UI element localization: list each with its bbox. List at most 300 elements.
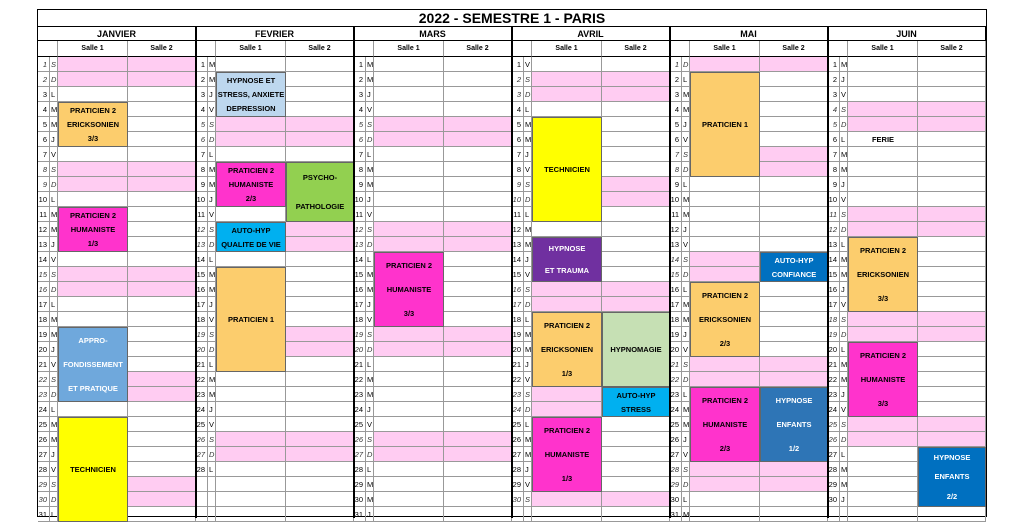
- room-2-slot[interactable]: [128, 102, 196, 117]
- room-2-slot[interactable]: [444, 282, 512, 297]
- room-1-slot[interactable]: [374, 372, 444, 387]
- room-2-slot[interactable]: [918, 72, 986, 87]
- room-2-slot[interactable]: [918, 357, 986, 372]
- room-1-slot[interactable]: [690, 477, 760, 492]
- room-2-slot[interactable]: [444, 462, 512, 477]
- room-2-slot[interactable]: [602, 252, 670, 267]
- room-2-slot[interactable]: [286, 102, 354, 117]
- room-1-slot[interactable]: [58, 162, 128, 177]
- session-block[interactable]: [760, 252, 828, 282]
- session-block[interactable]: [602, 387, 670, 417]
- room-1-slot[interactable]: [848, 102, 918, 117]
- room-2-slot[interactable]: [444, 132, 512, 147]
- room-1-slot[interactable]: [690, 252, 760, 267]
- room-1-slot[interactable]: [532, 402, 602, 417]
- room-2-slot[interactable]: [602, 57, 670, 72]
- room-2-slot[interactable]: [602, 492, 670, 507]
- room-2-slot[interactable]: [286, 252, 354, 267]
- room-2-slot[interactable]: [286, 507, 354, 522]
- room-1-slot[interactable]: [848, 72, 918, 87]
- session-block[interactable]: [58, 207, 128, 252]
- room-1-slot[interactable]: [374, 477, 444, 492]
- room-2-slot[interactable]: [286, 492, 354, 507]
- room-2-slot[interactable]: [128, 417, 196, 432]
- room-1-slot[interactable]: [848, 147, 918, 162]
- room-1-slot[interactable]: [216, 387, 286, 402]
- room-2-slot[interactable]: [602, 447, 670, 462]
- room-1-slot[interactable]: [58, 402, 128, 417]
- room-2-slot[interactable]: [444, 222, 512, 237]
- room-2-slot[interactable]: [760, 492, 828, 507]
- room-2-slot[interactable]: [918, 282, 986, 297]
- room-2-slot[interactable]: [286, 477, 354, 492]
- room-2-slot[interactable]: [286, 402, 354, 417]
- room-2-slot[interactable]: [444, 207, 512, 222]
- room-2-slot[interactable]: [444, 297, 512, 312]
- room-2-slot[interactable]: [760, 372, 828, 387]
- room-1-slot[interactable]: [374, 147, 444, 162]
- room-1-slot[interactable]: [848, 492, 918, 507]
- room-2-slot[interactable]: [128, 507, 196, 522]
- room-2-slot[interactable]: [128, 402, 196, 417]
- room-1-slot[interactable]: [374, 462, 444, 477]
- room-1-slot[interactable]: [848, 87, 918, 102]
- room-2-slot[interactable]: [918, 132, 986, 147]
- room-2-slot[interactable]: [918, 342, 986, 357]
- session-block[interactable]: [374, 252, 444, 327]
- room-2-slot[interactable]: [760, 117, 828, 132]
- room-1-slot[interactable]: [58, 282, 128, 297]
- day-number: 14: [354, 252, 366, 267]
- room-2-slot[interactable]: [760, 162, 828, 177]
- day-of-week: M: [366, 372, 374, 387]
- room-1-slot[interactable]: [848, 177, 918, 192]
- session-block[interactable]: [532, 312, 602, 387]
- room-2-slot[interactable]: [444, 177, 512, 192]
- room-2-slot[interactable]: [444, 417, 512, 432]
- room-2-slot[interactable]: [602, 132, 670, 147]
- room-2-slot[interactable]: [602, 507, 670, 522]
- room-2-slot[interactable]: [760, 102, 828, 117]
- room-2-slot[interactable]: [286, 57, 354, 72]
- room-2-slot[interactable]: [128, 387, 196, 402]
- session-block[interactable]: [532, 417, 602, 492]
- session-block[interactable]: [58, 327, 128, 402]
- room-2-slot[interactable]: [760, 192, 828, 207]
- room-1-slot[interactable]: [374, 177, 444, 192]
- room-1-slot[interactable]: [374, 327, 444, 342]
- room-2-slot[interactable]: [602, 192, 670, 207]
- room-1-slot[interactable]: [374, 132, 444, 147]
- room-2-slot[interactable]: [918, 417, 986, 432]
- room-1-slot[interactable]: [690, 207, 760, 222]
- room-2-slot[interactable]: [918, 267, 986, 282]
- room-2-slot[interactable]: [286, 282, 354, 297]
- room-2-slot[interactable]: [918, 162, 986, 177]
- room-2-slot[interactable]: [444, 432, 512, 447]
- room-2-slot[interactable]: [602, 462, 670, 477]
- room-1-slot[interactable]: [532, 72, 602, 87]
- room-2-slot[interactable]: [760, 222, 828, 237]
- room-1-slot[interactable]: [848, 327, 918, 342]
- room-1-slot[interactable]: [216, 207, 286, 222]
- room-1-slot[interactable]: [216, 432, 286, 447]
- room-1-slot[interactable]: [690, 507, 760, 522]
- session-block[interactable]: [216, 267, 286, 372]
- room-1-slot[interactable]: [848, 162, 918, 177]
- room-2-slot[interactable]: [444, 372, 512, 387]
- room-2-slot[interactable]: [760, 297, 828, 312]
- room-2-slot[interactable]: [760, 147, 828, 162]
- room-2-slot[interactable]: [286, 357, 354, 372]
- room-2-slot[interactable]: [444, 387, 512, 402]
- room-1-slot[interactable]: [848, 117, 918, 132]
- day-of-week: L: [682, 387, 690, 402]
- room-2-slot[interactable]: [444, 477, 512, 492]
- room-1-slot[interactable]: [532, 297, 602, 312]
- room-1-slot[interactable]: [58, 297, 128, 312]
- session-block[interactable]: [690, 282, 760, 357]
- room-2-slot[interactable]: [444, 72, 512, 87]
- room-2-slot[interactable]: [760, 237, 828, 252]
- room-2-slot[interactable]: [128, 192, 196, 207]
- room-2-slot[interactable]: [602, 297, 670, 312]
- room-1-slot[interactable]: [58, 177, 128, 192]
- room-1-slot[interactable]: [848, 312, 918, 327]
- room-2-slot[interactable]: [760, 282, 828, 297]
- room-2-slot[interactable]: [760, 462, 828, 477]
- room-2-slot[interactable]: [918, 102, 986, 117]
- room-1-slot[interactable]: [848, 432, 918, 447]
- room-2-slot[interactable]: [602, 282, 670, 297]
- room-2-slot[interactable]: [286, 417, 354, 432]
- room-2-slot[interactable]: [602, 72, 670, 87]
- room-2-slot[interactable]: [286, 132, 354, 147]
- month-column-4: [512, 27, 670, 518]
- room-1-slot[interactable]: [690, 177, 760, 192]
- room-1-slot[interactable]: [374, 357, 444, 372]
- room-2-slot[interactable]: [602, 162, 670, 177]
- room-1-slot[interactable]: [216, 477, 286, 492]
- room-2-slot[interactable]: [918, 117, 986, 132]
- session-block[interactable]: [848, 237, 918, 312]
- room-2-slot[interactable]: [128, 177, 196, 192]
- room-1-slot[interactable]: [216, 462, 286, 477]
- room-2-slot[interactable]: [918, 312, 986, 327]
- room-2-slot[interactable]: [602, 432, 670, 447]
- room-1-slot[interactable]: [374, 447, 444, 462]
- room-1-slot[interactable]: [216, 147, 286, 162]
- day-number: 25: [196, 417, 208, 432]
- room-1-slot[interactable]: [374, 192, 444, 207]
- room-1-slot[interactable]: [532, 282, 602, 297]
- room-1-slot[interactable]: [374, 237, 444, 252]
- room-2-slot[interactable]: [286, 447, 354, 462]
- room-1-slot[interactable]: [58, 312, 128, 327]
- room-1-slot[interactable]: [532, 507, 602, 522]
- room-2-slot[interactable]: [128, 477, 196, 492]
- room-1-slot[interactable]: [58, 72, 128, 87]
- room-2-slot[interactable]: [918, 147, 986, 162]
- room-1-slot[interactable]: [216, 447, 286, 462]
- session-block[interactable]: [216, 222, 286, 252]
- room-2-slot[interactable]: [444, 342, 512, 357]
- room-1-slot[interactable]: [216, 132, 286, 147]
- session-block[interactable]: [918, 447, 986, 507]
- session-block[interactable]: [216, 72, 286, 117]
- room-2-slot[interactable]: [128, 207, 196, 222]
- room-1-slot[interactable]: [690, 237, 760, 252]
- room-1-slot[interactable]: [690, 267, 760, 282]
- room-1-slot[interactable]: [216, 492, 286, 507]
- room-2-slot[interactable]: [602, 117, 670, 132]
- room-1-slot[interactable]: [374, 417, 444, 432]
- room-1-slot[interactable]: [532, 57, 602, 72]
- room-2-slot[interactable]: [602, 477, 670, 492]
- room-2-slot[interactable]: [760, 57, 828, 72]
- room-1-slot[interactable]: [58, 147, 128, 162]
- room-2-slot[interactable]: [602, 237, 670, 252]
- session-block[interactable]: [760, 387, 828, 462]
- room-1-slot[interactable]: [848, 192, 918, 207]
- room-2-slot[interactable]: [444, 252, 512, 267]
- room-2-slot[interactable]: [128, 72, 196, 87]
- room-1-slot[interactable]: [848, 477, 918, 492]
- room-1-slot[interactable]: [374, 102, 444, 117]
- room-2-slot[interactable]: [918, 87, 986, 102]
- room-1-slot[interactable]: [216, 402, 286, 417]
- session-label: PRATICIEN 2: [543, 320, 591, 330]
- room-2-slot[interactable]: [286, 117, 354, 132]
- room-2-slot[interactable]: [760, 342, 828, 357]
- room-2-slot[interactable]: [286, 342, 354, 357]
- room-2-slot[interactable]: [760, 312, 828, 327]
- room-1-slot[interactable]: [58, 57, 128, 72]
- room-1-slot[interactable]: [216, 507, 286, 522]
- room-1-slot[interactable]: [58, 267, 128, 282]
- room-1-slot[interactable]: [374, 222, 444, 237]
- room-1-slot[interactable]: [58, 87, 128, 102]
- room-2-slot[interactable]: [128, 342, 196, 357]
- room-1-slot[interactable]: [690, 462, 760, 477]
- session-block[interactable]: [532, 237, 602, 282]
- room-2-slot[interactable]: [286, 87, 354, 102]
- room-2-slot[interactable]: [128, 222, 196, 237]
- room-2-slot[interactable]: [760, 507, 828, 522]
- session-block[interactable]: [848, 342, 918, 417]
- room-2-slot[interactable]: [602, 87, 670, 102]
- room-2-slot[interactable]: [602, 222, 670, 237]
- session-block[interactable]: [602, 312, 670, 387]
- room-1-slot[interactable]: [374, 117, 444, 132]
- day-number: 25: [670, 417, 682, 432]
- room-2-slot[interactable]: [286, 312, 354, 327]
- room-2-slot[interactable]: [128, 132, 196, 147]
- session-block[interactable]: [58, 102, 128, 147]
- room-2-slot[interactable]: [286, 387, 354, 402]
- room-2-slot[interactable]: [444, 507, 512, 522]
- room-2-slot[interactable]: [444, 267, 512, 282]
- room-1-slot[interactable]: [374, 402, 444, 417]
- room-2-slot[interactable]: [918, 387, 986, 402]
- room-2-slot[interactable]: [918, 252, 986, 267]
- room-2-slot[interactable]: [444, 312, 512, 327]
- room-2-slot[interactable]: [918, 372, 986, 387]
- session-block[interactable]: [690, 72, 760, 177]
- room-2-slot[interactable]: [128, 87, 196, 102]
- room-1-slot[interactable]: [690, 492, 760, 507]
- session-block[interactable]: [216, 162, 286, 207]
- room-2-slot[interactable]: [128, 297, 196, 312]
- room-1-slot[interactable]: [848, 507, 918, 522]
- room-2-slot[interactable]: [760, 177, 828, 192]
- room-2-slot[interactable]: [286, 327, 354, 342]
- room-2-slot[interactable]: [918, 297, 986, 312]
- room-2-slot[interactable]: [128, 147, 196, 162]
- room-2-slot[interactable]: [444, 492, 512, 507]
- room-2-slot[interactable]: [602, 102, 670, 117]
- session-block[interactable]: [690, 387, 760, 462]
- room-2-slot[interactable]: [128, 432, 196, 447]
- room-2-slot[interactable]: [286, 297, 354, 312]
- room-2-slot[interactable]: [286, 237, 354, 252]
- room-2-slot[interactable]: [128, 447, 196, 462]
- room-2-slot[interactable]: [918, 432, 986, 447]
- room-2-slot[interactable]: [760, 132, 828, 147]
- session-block[interactable]: [286, 162, 354, 222]
- room-2-slot[interactable]: [444, 357, 512, 372]
- room-2-slot[interactable]: [602, 147, 670, 162]
- room-2-slot[interactable]: [760, 357, 828, 372]
- room-1-slot[interactable]: [690, 372, 760, 387]
- room-2-slot[interactable]: [128, 282, 196, 297]
- room-2-slot[interactable]: [286, 222, 354, 237]
- room-1-slot[interactable]: [374, 207, 444, 222]
- room-2-slot[interactable]: [286, 147, 354, 162]
- room-2-slot[interactable]: [286, 72, 354, 87]
- room-2-slot[interactable]: [602, 207, 670, 222]
- room-1-slot[interactable]: [848, 207, 918, 222]
- room-1-slot[interactable]: [848, 417, 918, 432]
- room-2-slot[interactable]: [760, 72, 828, 87]
- room-2-slot[interactable]: [444, 162, 512, 177]
- room-2-slot[interactable]: [128, 252, 196, 267]
- room-2-slot[interactable]: [286, 432, 354, 447]
- room-2-slot[interactable]: [444, 447, 512, 462]
- room-2-slot[interactable]: [128, 162, 196, 177]
- room-1-slot[interactable]: [58, 192, 128, 207]
- room-1-slot[interactable]: [690, 57, 760, 72]
- day-of-week: V: [524, 372, 532, 387]
- room-2-slot[interactable]: [444, 117, 512, 132]
- room-1-slot[interactable]: [374, 507, 444, 522]
- room-1-slot[interactable]: [216, 57, 286, 72]
- room-2-slot[interactable]: [128, 462, 196, 477]
- room-2-slot[interactable]: [444, 57, 512, 72]
- room-1-slot[interactable]: [690, 222, 760, 237]
- room-1-slot[interactable]: [848, 462, 918, 477]
- room-1-slot[interactable]: [848, 57, 918, 72]
- room-1-slot[interactable]: [532, 387, 602, 402]
- room-2-slot[interactable]: [444, 327, 512, 342]
- room-1-slot[interactable]: [690, 192, 760, 207]
- room-2-slot[interactable]: [760, 327, 828, 342]
- room-2-slot[interactable]: [918, 207, 986, 222]
- room-1-slot[interactable]: [532, 87, 602, 102]
- room-1-slot[interactable]: [216, 417, 286, 432]
- room-2-slot[interactable]: [128, 312, 196, 327]
- room-2-slot[interactable]: [760, 87, 828, 102]
- session-block[interactable]: [532, 117, 602, 222]
- room-1-slot[interactable]: [848, 447, 918, 462]
- room-2-slot[interactable]: [918, 237, 986, 252]
- room-2-slot[interactable]: [760, 207, 828, 222]
- room-1-slot[interactable]: [216, 372, 286, 387]
- room-1-slot[interactable]: [374, 342, 444, 357]
- room-2-slot[interactable]: [286, 267, 354, 282]
- room-2-slot[interactable]: [128, 492, 196, 507]
- room-2-slot[interactable]: [760, 477, 828, 492]
- room-2-slot[interactable]: [128, 237, 196, 252]
- session-block[interactable]: [58, 417, 128, 522]
- room-2-slot[interactable]: [444, 102, 512, 117]
- room-1-slot[interactable]: [532, 492, 602, 507]
- room-2-slot[interactable]: [286, 372, 354, 387]
- room-1-slot[interactable]: [532, 222, 602, 237]
- room-2-slot[interactable]: [128, 357, 196, 372]
- room-2-slot[interactable]: [918, 507, 986, 522]
- room-2-slot[interactable]: [444, 237, 512, 252]
- room-1-slot[interactable]: [848, 222, 918, 237]
- room-2-slot[interactable]: [286, 462, 354, 477]
- room-2-slot[interactable]: [918, 327, 986, 342]
- room-2-slot[interactable]: [918, 402, 986, 417]
- room-1-slot[interactable]: [216, 252, 286, 267]
- room-2-slot[interactable]: [918, 192, 986, 207]
- day-number: 27: [828, 447, 840, 462]
- room-2-slot[interactable]: [602, 177, 670, 192]
- day-number: 23: [828, 387, 840, 402]
- room-1-slot[interactable]: [374, 432, 444, 447]
- room-2-slot[interactable]: [444, 147, 512, 162]
- room-2-slot[interactable]: [918, 222, 986, 237]
- room-2-slot[interactable]: [918, 177, 986, 192]
- room-1-slot[interactable]: [374, 72, 444, 87]
- room-2-slot[interactable]: [444, 192, 512, 207]
- room-2-slot[interactable]: [444, 402, 512, 417]
- day-number: 24: [38, 402, 50, 417]
- room-2-slot[interactable]: [128, 327, 196, 342]
- room-1-slot[interactable]: [532, 102, 602, 117]
- room-2-slot[interactable]: [128, 372, 196, 387]
- room-1-slot[interactable]: [374, 162, 444, 177]
- room-2-slot[interactable]: [444, 87, 512, 102]
- room-1-slot[interactable]: [216, 117, 286, 132]
- room-1-slot[interactable]: [58, 252, 128, 267]
- room-2-slot[interactable]: [128, 117, 196, 132]
- room-2-slot[interactable]: [128, 57, 196, 72]
- room-1-slot[interactable]: [374, 492, 444, 507]
- room-2-slot[interactable]: [918, 57, 986, 72]
- room-2-slot[interactable]: [128, 267, 196, 282]
- room-1-slot[interactable]: [374, 57, 444, 72]
- day-number: [196, 477, 208, 492]
- room-2-slot[interactable]: [602, 267, 670, 282]
- room-1-slot[interactable]: [690, 357, 760, 372]
- room-1-slot[interactable]: [374, 87, 444, 102]
- room-2-slot[interactable]: [602, 417, 670, 432]
- room-1-slot[interactable]: [374, 387, 444, 402]
